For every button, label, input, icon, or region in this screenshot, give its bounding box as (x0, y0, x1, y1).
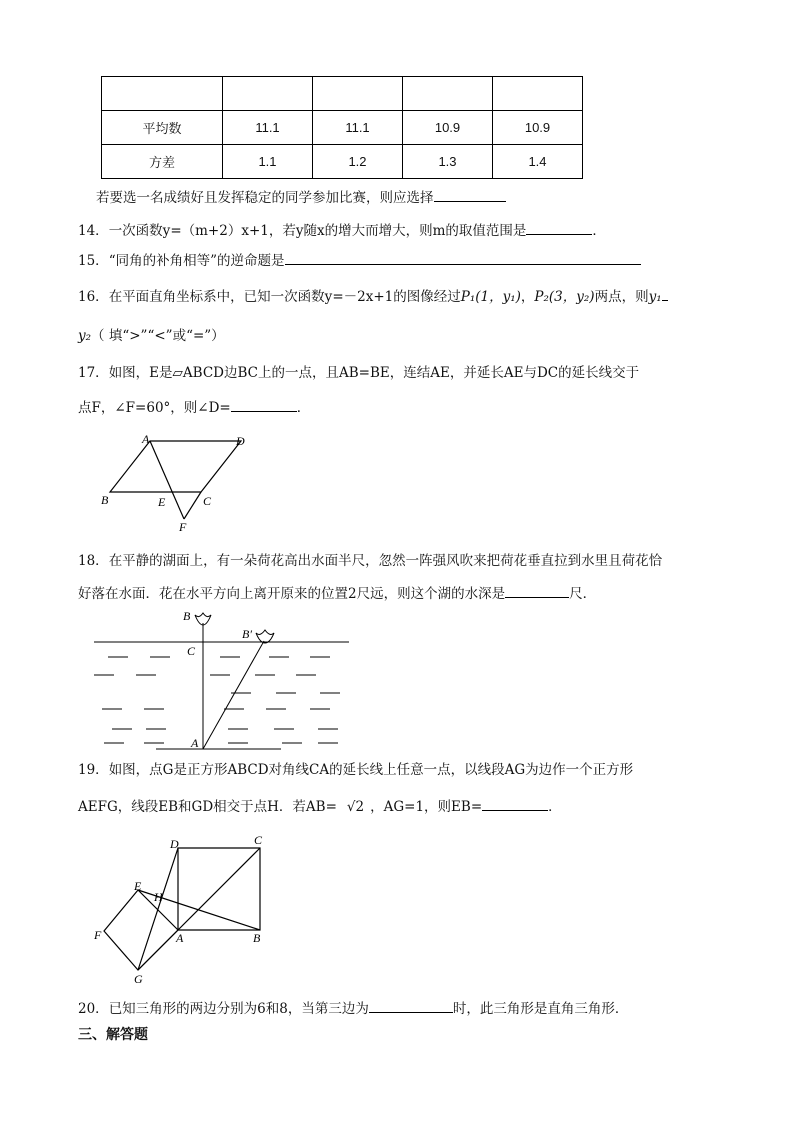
lotus-lake-figure (86, 605, 356, 755)
table-cell: 10.9 (493, 111, 583, 145)
label-c: C (254, 833, 263, 847)
answer-blank (369, 998, 453, 1013)
label-f: F (94, 928, 102, 942)
question-20: 20．已知三角形的两边分别为6和8，当第三边为 时，此三角形是直角三角形． (78, 998, 628, 1018)
label-b-prime: B′ (242, 627, 252, 641)
square-aefg (104, 890, 178, 970)
question-19: 19．如图，点G是正方形ABCD对角线CA的延长线上任意一点，以线段AG为边作一个正方形 (78, 762, 634, 778)
table-header-cell (403, 77, 493, 111)
label-a: A (176, 931, 184, 945)
table-header-cell (223, 77, 313, 111)
table-cell: 1.3 (403, 145, 493, 179)
label-f: F (179, 520, 187, 534)
label-g: G (134, 972, 143, 986)
question-17: 17．如图，E是▱ABCD边BC上的一点，且AB=BE，连结AE，并延长AE与DC的延长线交于 (78, 365, 640, 381)
point-p1: P₁(1，y₁) (460, 289, 521, 305)
line-gd (138, 848, 178, 970)
table-cell: 1.4 (493, 145, 583, 179)
answer-blank (526, 220, 592, 235)
label-b: B (183, 609, 191, 623)
table-cell: 1.2 (313, 145, 403, 179)
question-18-line2: 好落在水面．花在水平方向上离开原来的位置2尺远，则这个湖的水深是 尺． (78, 583, 596, 603)
table-row (102, 145, 583, 179)
label-d: D (170, 837, 179, 851)
table-header-cell (313, 77, 403, 111)
question-15: 15．“同角的补角相等”的逆命题是 (78, 250, 641, 270)
table-header-cell (493, 77, 583, 111)
answer-blank (505, 583, 569, 598)
line-cf (184, 492, 201, 519)
sqrt-two: √2 (346, 799, 365, 815)
label-e: E (158, 495, 166, 509)
label-a: A (142, 432, 150, 446)
question-number: 18． (78, 553, 109, 569)
label-h: H (154, 890, 163, 904)
table-cell: 11.1 (313, 111, 403, 145)
label-a: A (191, 736, 199, 750)
table-header-row (102, 77, 583, 111)
question-18: 18．在平静的湖面上，有一朵荷花高出水面半尺，忽然一阵强风吹来把荷花垂直拉到水里且荷花恰 (78, 553, 663, 569)
question-17-line2: 点F，∠F=60°，则∠D= ． (78, 397, 310, 417)
table-row (102, 111, 583, 145)
point-p2: P₂(3，y₂) (534, 289, 595, 305)
line-af (150, 441, 184, 519)
answer-blank (285, 250, 641, 265)
label-c: C (203, 494, 212, 508)
water-dashes (94, 657, 340, 743)
question-number: 15． (78, 253, 109, 269)
question-16: 16．在平面直角坐标系中，已知一次函数y=－2x+1的图像经过P₁(1，y₁)，P₂(3，y₂)两点，则y₁ (78, 286, 668, 306)
square-figure (90, 830, 280, 990)
answer-blank (482, 796, 548, 811)
q13-text: 若要选一名成绩好且发挥稳定的同学参加比赛，则应选择 (96, 187, 506, 207)
question-16-line2: y₂（ 填“>”“<”或“=”） (78, 328, 225, 344)
question-number: 17． (78, 365, 109, 381)
table-cell: 1.1 (223, 145, 313, 179)
question-14: 14．一次函数y=（m+2）x+1，若y随x的增大而增大，则m的取值范围是 ． (78, 220, 606, 240)
question-number: 16． (78, 289, 109, 305)
table-header-cell (102, 77, 223, 111)
row-label: 平均数 (102, 111, 223, 145)
answer-blank (231, 397, 297, 412)
parallelogram-figure (95, 430, 265, 540)
answer-blank (662, 286, 668, 301)
statistics-table (101, 76, 583, 179)
answer-blank (434, 187, 506, 202)
question-number: 19． (78, 762, 109, 778)
table-cell: 10.9 (403, 111, 493, 145)
label-b: B (253, 931, 261, 945)
question-number: 20． (78, 1001, 109, 1017)
question-19-line2: AEFG，线段EB和GD相交于点H．若AB= √2 ，AG=1，则EB= ． (78, 796, 562, 816)
section-heading: 三、解答题 (78, 1027, 148, 1043)
label-c: C (187, 644, 196, 658)
label-b: B (101, 493, 109, 507)
row-label: 方差 (102, 145, 223, 179)
question-number: 14． (78, 223, 109, 239)
label-e: E (134, 879, 142, 893)
parallelogram-abcd (110, 441, 241, 492)
table-cell: 11.1 (223, 111, 313, 145)
lotus-flower-icon (256, 630, 274, 643)
label-d: D (236, 434, 245, 448)
